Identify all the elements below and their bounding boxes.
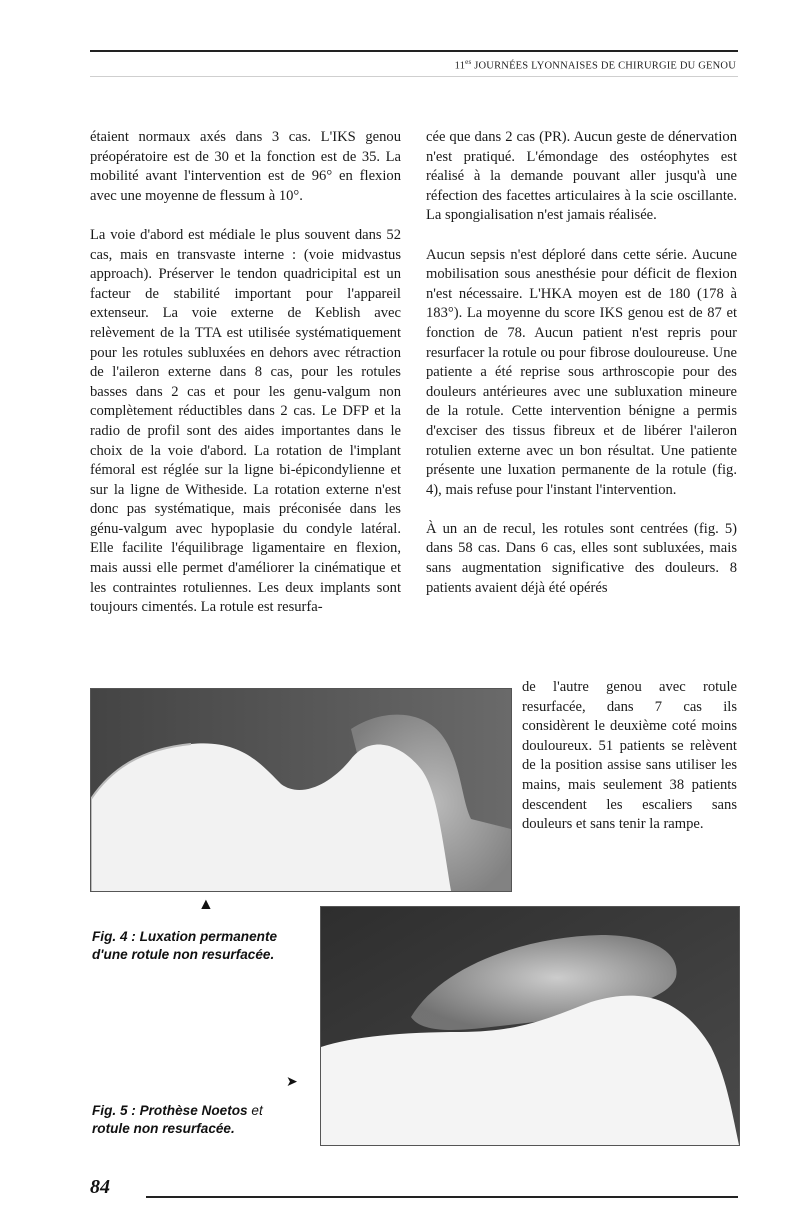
- figure-4-caption: Fig. 4 : Luxation permanente d'une rotule non resurfacée.: [92, 929, 278, 962]
- footer-rule: [146, 1196, 738, 1198]
- figure-5-radiograph: [320, 906, 740, 1146]
- page-number: 84: [90, 1176, 110, 1198]
- header-rule: [90, 50, 738, 52]
- right-column: [426, 128, 737, 598]
- figure-5-caption: Fig. 5 : Prothèse Noetos et rotule non resurfacée.: [92, 1103, 263, 1136]
- header-rule-thin: [90, 76, 738, 77]
- paragraph: étaient normaux axés dans 3 cas. L'IKS genou préopératoire est de 30 et la fonction est de 35. La mobilité avant l'intervention est de 96° en flexion avec une moyenne de flessum à 10°.: [90, 129, 401, 204]
- left-column: [90, 128, 401, 637]
- paragraph: La voie d'abord est médiale le plus souvent dans 52 cas, mais en transvaste interne : (voie midvastus approach). Préserver le tendon quadricipital est un facteur de stabilité important pour l'appareil extenseur. La voie externe de Keblish avec relèvement de la TTA est utilisée systématiquement pour les rotules subluxées en dehors avec rétraction de l'aileron externe dans 8 cas, pour les rotules basses dans 2 cas et pour les genu-valgum non complètement réductibles dans 2 cas. Le DFP et la radio de profil sont des aides importantes dans le choix de la voie d'abord. La rotation de l'implant fémoral est réglée sur la ligne bi-épicondylienne et sur la ligne de Witheside. La rotation externe n'est donc pas systématique, mais préconisée dans les génu-valgum avec hypoplasie du condyle latéral. Elle facilite l'équilibrage ligamentaire en flexion, mais aussi elle permet d'améliorer la cinématique et les contraintes rotuliennes. Les deux implants sont toujours cimentés. La rotule est resurfa-: [90, 226, 401, 616]
- paragraph: À un an de recul, les rotules sont centrées (fig. 5) dans 58 cas. Dans 6 cas, elles sont subluxées, mais sans augmentation significative des douleurs. 8 patients avaient déjà été opérés: [426, 520, 737, 596]
- running-head: $11^{es}$ JOURNÉES LYONNAISES DE CHIRURGIE DU GENOU: [454, 58, 736, 72]
- paragraph: Aucun sepsis n'est déploré dans cette série. Aucune mobilisation sous anesthésie pour déficit de flexion n'est nécessaire. L'HKA moyen est de 180 (178 à 183°). La moyenne du score IKS genou est de 87 et fonction de 78. Aucun patient n'est repris pour resurfacer la rotule ou pour fibrose douloureuse. Une patiente a été reprise sous arthroscopie pour des douleurs antérieures avec une subluxation mineure de la rotule. Cette intervention bénigne a permis d'exciser des tissus fibreux et de libérer l'aileron rotulien externe avec un bon résultat. Une patiente présente une luxation permanente de la rotule (fig. 4), mais refuse pour l'instant l'intervention.: [426, 246, 737, 498]
- arrow-right-icon: ➤: [286, 1075, 298, 1090]
- arrow-up-icon: ▲: [198, 896, 214, 913]
- paragraph: cée que dans 2 cas (PR). Aucun geste de dénervation n'est pratiqué. L'émondage des ostéophytes est réalisé à la demande pouvant aller jusqu'à une réfection des facettes articulaires à la scie oscillante. La spongialisation n'est jamais réalisée.: [426, 129, 737, 224]
- figure-4-radiograph: [90, 688, 512, 892]
- right-column-wrap: de l'autre genou avec rotule resurfacée, dans 7 cas ils considèrent le deuxième coté moins douloureux. 51 patients se relèvent de la position assise sans utiliser les mains, mais seulement 38 patients descendent les escaliers sans douleurs et sans tenir la rampe.: [522, 679, 737, 833]
